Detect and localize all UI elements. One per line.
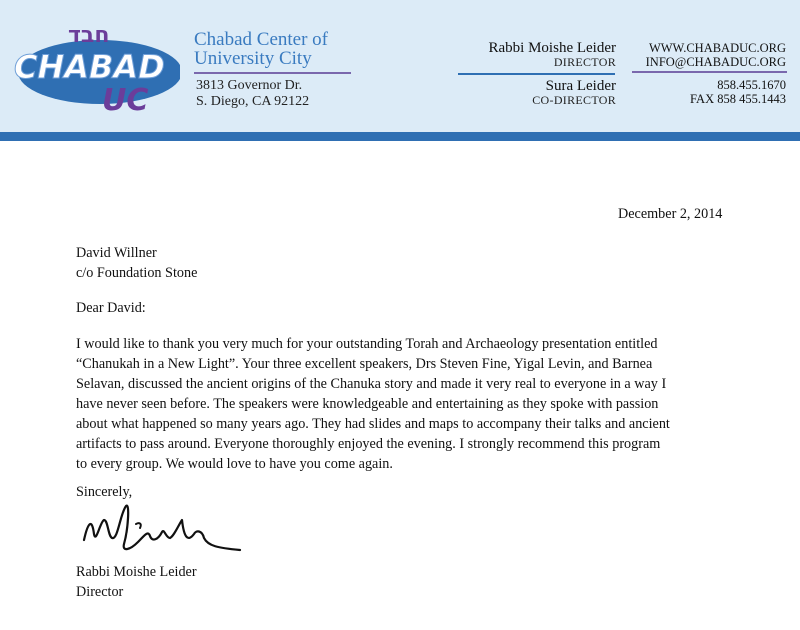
staff-director (416, 40, 616, 69)
body-line: artifacts to pass around. Everyone thoroughly enjoyed the evening. I strongly recommend this program (76, 436, 661, 452)
body-line: about what happened so many years ago. They had slides and maps to accompany their talks and ancient (76, 416, 670, 432)
body-line: I would like to thank you very much for your outstanding Torah and Archaeology presentation entitled (76, 336, 658, 352)
staff-co-director (416, 78, 616, 107)
website-link[interactable]: WWW.CHABADUC.ORG (648, 41, 786, 55)
contact-rule (632, 71, 787, 73)
staff-role: DIRECTOR (553, 55, 616, 69)
logo-sub: UC (102, 83, 149, 115)
letter-date: December 2, 2014 (618, 206, 723, 222)
email-link[interactable]: INFO@CHABADUC.ORG (645, 55, 786, 69)
recipient-line: c/o Foundation Stone (76, 265, 198, 281)
fax-number: FAX 858 455.1443 (690, 92, 786, 106)
phone-number: 858.455.1670 (717, 78, 786, 92)
org-address (196, 78, 309, 110)
contact-online (628, 41, 786, 69)
org-rule (194, 72, 351, 74)
logo-hebrew: חבד (68, 23, 110, 48)
signature (78, 500, 248, 560)
logo-word: CHABAD (14, 48, 165, 86)
org-name-line: Chabad Center of (194, 29, 329, 50)
staff-name: Rabbi Moishe Leider (488, 40, 616, 56)
address-line: 3813 Governor Dr. (196, 78, 303, 93)
signer-block (76, 562, 197, 602)
contact-phone (628, 78, 786, 106)
staff-rule (458, 73, 615, 75)
letterhead-divider (0, 132, 800, 141)
chabad-logo (10, 20, 180, 115)
signer-title: Director (76, 584, 124, 600)
org-name (194, 30, 328, 68)
recipient-line: David Willner (76, 245, 157, 261)
org-name-line: University City (194, 48, 312, 69)
staff-name: Sura Leider (545, 78, 616, 94)
staff-role: CO-DIRECTOR (532, 93, 616, 107)
salutation: Dear David: (76, 300, 146, 316)
body-line: have never seen before. The speakers were knowledgeable and entertaining as they spoke with passion (76, 396, 659, 412)
recipient-block (76, 243, 197, 283)
signer-name: Rabbi Moishe Leider (76, 564, 197, 580)
body-line: to every group. We would love to have you come again. (76, 456, 393, 472)
letter-body (76, 334, 748, 474)
address-line: S. Diego, CA 92122 (196, 94, 310, 109)
body-line: Selavan, discussed the ancient origins of the Chanuka story and made it very real to everyone in a way I (76, 376, 667, 392)
body-line: “Chanukah in a New Light”. Your three excellent speakers, Drs Steven Fine, Yigal Levin, and Barnea (76, 356, 653, 372)
closing: Sincerely, (76, 484, 133, 500)
